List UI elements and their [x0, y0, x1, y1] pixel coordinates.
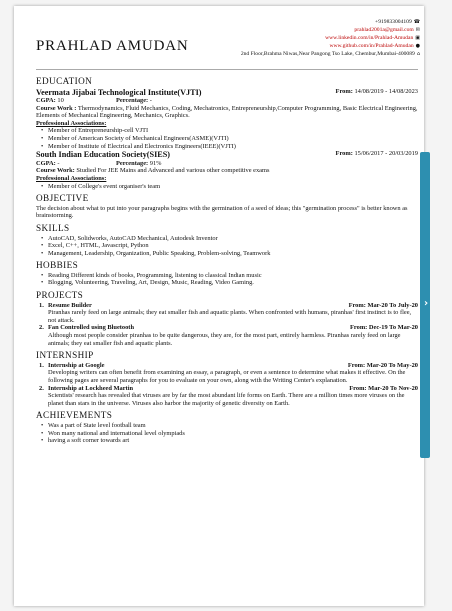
- mail-icon: ✉: [415, 27, 420, 34]
- internship-desc: Scientists' research has revealed that viruses are by far the most abundant life forms on Earth. There are a million times more viruses on the planet than stars in the universe. Viruses also harbor the majority of genetic diversity on Earth.: [48, 392, 405, 407]
- from-label: From:: [347, 361, 366, 369]
- chevron-right-icon[interactable]: ›: [423, 298, 429, 309]
- internship-dates: Mar-20 To Nov-20: [368, 384, 418, 392]
- item-number: 1.: [39, 301, 44, 309]
- phone-line: [241, 18, 420, 26]
- phone-icon: ☎: [413, 19, 420, 25]
- from-label: From:: [335, 87, 353, 95]
- email-line[interactable]: [241, 26, 420, 34]
- project-desc: Piranhas rarely feed on large animals; they eat smaller fish and aquatic plants. When confronted with humans, piranhas' first instinct is to flee, not attack.: [48, 309, 412, 324]
- item-number: 2.: [39, 384, 44, 392]
- list-item: • Won many national and international level olympiads: [48, 430, 418, 438]
- internship-name: Internship at Google: [48, 361, 105, 369]
- project-desc: Although most people consider piranhas to be quite dangerous, they are, for the most part, entirely harmless. Piranhas rarely feed on large animals; they eat smaller fish and aquatic plants.: [48, 332, 401, 347]
- linkedin-link[interactable]: www.linkedin.com/in/Prahlad-Amudan: [325, 35, 414, 42]
- project-dates: Dec-19 To Mar-20: [368, 324, 418, 332]
- project-name: Resume Builder: [48, 301, 92, 309]
- cgpa-value: 10: [57, 97, 64, 105]
- list-item: • Reading Different kinds of books, Programming, listening to classical Indian music: [48, 272, 418, 280]
- school-name: South Indian Education Society(SIES): [36, 150, 170, 160]
- percentage-value: 91%: [149, 159, 162, 167]
- achievements-list: [36, 422, 418, 445]
- project-entry: [36, 324, 418, 347]
- hobbies-list: [36, 272, 418, 287]
- internship-heading: INTERNSHIP: [36, 350, 94, 361]
- github-icon: ●: [415, 43, 420, 50]
- address-line: [241, 50, 420, 58]
- from-label: From:: [348, 301, 366, 309]
- internship-name: Internship at Lockheed Martin: [48, 384, 134, 392]
- school-entry: [36, 150, 418, 190]
- school-name: Veermata Jijabai Technological Institute(VJTI): [36, 87, 202, 97]
- coursework-label: Course Work :: [36, 104, 77, 112]
- resume-body: [36, 76, 418, 445]
- internship-entry: [36, 385, 418, 408]
- email-link[interactable]: prahlad2001a@gmail.com: [354, 27, 414, 34]
- project-entry: [36, 302, 418, 325]
- internship-entry: [36, 362, 418, 385]
- resume-page: [14, 6, 424, 606]
- percentage-label: Percentage:: [116, 97, 149, 105]
- contact-block: [241, 18, 420, 58]
- cgpa-label: CGPA:: [36, 97, 56, 105]
- cgpa-label: CGPA:: [36, 159, 56, 167]
- cgpa-value: -: [57, 159, 60, 167]
- linkedin-line[interactable]: [241, 34, 420, 42]
- from-label: From:: [335, 150, 353, 158]
- project-dates: Mar-20 To July-20: [367, 301, 418, 309]
- objective-text: The decision about what to put into your paragraphs begins with the germination of a seed of ideas; this "germination process" is better known as brainstorming.: [36, 204, 408, 220]
- school-dates: 14/08/2019 - 14/08/2023: [354, 87, 418, 95]
- address-text: 2nd Floor,Brahma Niwas,Near Pangong Tso Lake, Chembur,Mumbai-400089: [240, 51, 415, 58]
- header-divider: [36, 69, 418, 70]
- item-number: 1.: [39, 361, 44, 369]
- percentage-value: -: [149, 97, 152, 105]
- from-label: From:: [349, 384, 367, 392]
- percentage-label: Percentage:: [116, 159, 149, 167]
- list-item: • Member of College's event organiser's team: [48, 183, 418, 191]
- school-entry: [36, 88, 418, 151]
- list-item: • AutoCAD, Solidworks, AutoCAD Mechanical, Autodesk Inventor: [48, 235, 418, 243]
- internship-dates: Mar-20 To May-20: [366, 361, 418, 369]
- list-item: • Member of American Society of Mechanical Engineers(ASME)(VJTI): [48, 135, 418, 143]
- list-item: • Was a part of State level football team: [48, 422, 418, 430]
- associations-label: Professional Associations:: [36, 174, 107, 182]
- projects-heading: PROJECTS: [36, 290, 84, 301]
- candidate-name: PRAHLAD AMUDAN: [36, 38, 189, 54]
- item-number: 2.: [39, 324, 44, 332]
- education-heading: EDUCATION: [36, 76, 93, 86]
- github-line[interactable]: [241, 42, 420, 50]
- school-dates: 15/06/2017 - 20/03/2019: [354, 150, 418, 158]
- associations-label: Professional Associations:: [36, 119, 107, 127]
- list-item: • having a soft corner towards art: [48, 437, 418, 445]
- objective-heading: OBJECTIVE: [36, 193, 89, 204]
- internship-desc: Developing writers can often benefit from examining an essay, a paragraph, or even a sentence to determine what makes it effective. On the following pages are several paragraphs for you to evaluate on your own, along with the Writing Center's explanation.: [48, 369, 406, 384]
- from-label: From:: [350, 324, 368, 332]
- github-link[interactable]: www.github.com/in/Prahlad-Amudan: [329, 43, 414, 50]
- associations-list: [36, 183, 418, 191]
- skills-heading: SKILLS: [36, 222, 70, 233]
- list-item: • Member of Institute of Electrical and Electronics Engineers(IEEE)(VJTI): [48, 143, 418, 151]
- home-icon: ⌂: [416, 51, 420, 58]
- linkedin-icon: ▣: [415, 35, 420, 42]
- list-item: • Management, Leadership, Organization, Public Speaking, Problem-solving, Teamwork: [48, 250, 418, 258]
- achievements-heading: ACHIEVEMENTS: [36, 410, 113, 421]
- associations-list: [36, 127, 418, 150]
- coursework-label: Course Work:: [36, 167, 75, 175]
- hobbies-heading: HOBBIES: [36, 260, 79, 271]
- list-item: • Excel, C++, HTML, Javascript, Python: [48, 242, 418, 250]
- list-item: • Member of Entrepreneurship-cell VJTI: [48, 127, 418, 135]
- coursework-text: Thermodynamics, Fluid Mechanics, Coding, Mechatronics, Entrepreneurship,Computer Programming, Basic Electrical Engineering, Elements of Mechanical Engineering, Mechanics, Graphics.: [36, 104, 418, 120]
- project-name: Fan Controlled using Bluetooth: [48, 324, 134, 332]
- skills-list: [36, 235, 418, 258]
- coursework-text: Studied For JEE Mains and Advanced and various other competitive exams: [76, 167, 270, 175]
- list-item: • Blogging, Volunteering, Traveling, Art, Design, Music, Reading, Video Gaming.: [48, 279, 418, 287]
- phone-number: +919833004109: [375, 19, 412, 25]
